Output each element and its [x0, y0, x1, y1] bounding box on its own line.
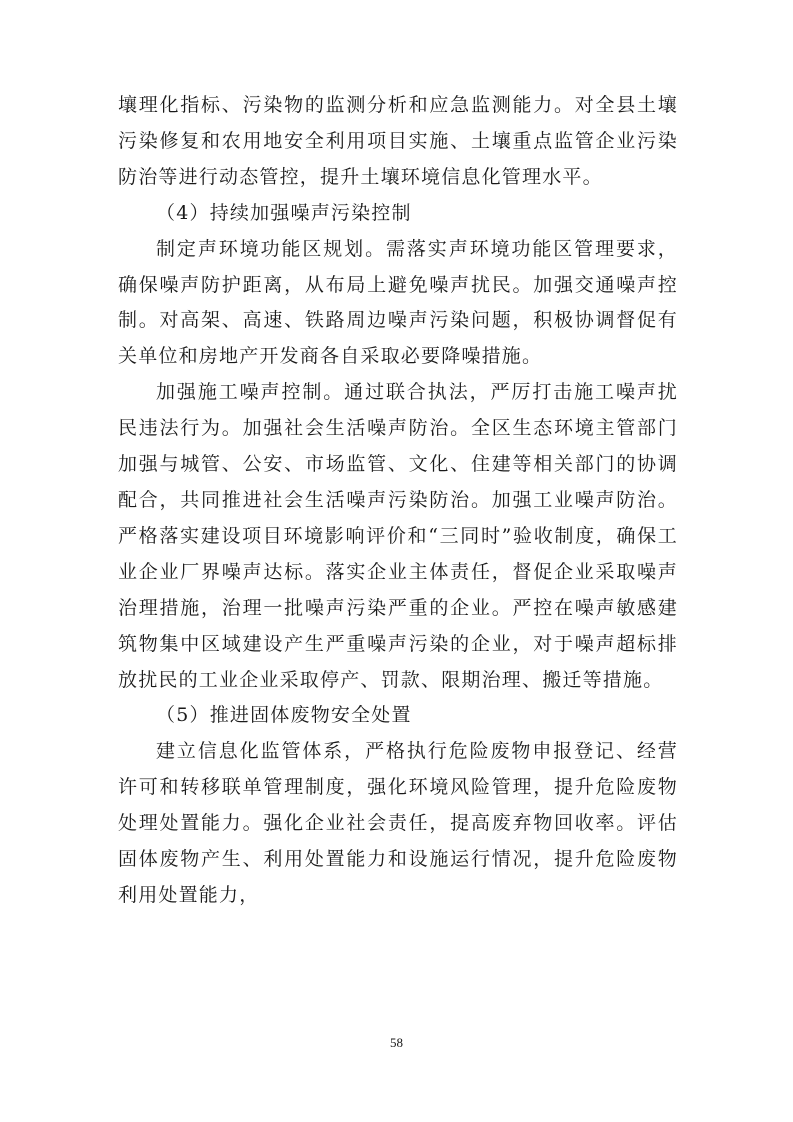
paragraph-soil-continued: 壤理化指标、污染物的监测分析和应急监测能力。对全县土壤污染修复和农用地安全利用项目实施、土壤重点监管企业污染防治等进行动态管控，提升土壤环境信息化管理水平。: [118, 94, 678, 188]
page-number: 58: [390, 1035, 403, 1050]
paragraph-noise-planning: 制定声环境功能区规划。需落实声环境功能区管理要求，确保噪声防护距离，从布局上避免噪声扰民。加强交通噪声控制。对高架、高速、铁路周边噪声污染问题，积极协调督促有关单位和房地产开发商各自采取必要降噪措施。: [118, 237, 678, 368]
section-heading-noise: （4）持续加强噪声污染控制: [156, 201, 412, 224]
paragraph-solid-waste: 建立信息化监管体系，严格执行危险废物申报登记、经营许可和转移联单管理制度，强化环境风险管理，提升危险废物处理处置能力。强化企业社会责任，提高废弃物回收率。评估固体废物产生、利用处置能力和设施运行情况，提升危险废物利用处置能力，: [118, 740, 678, 906]
body-text: [118, 88, 678, 914]
paragraph-noise-control: 加强施工噪声控制。通过联合执法，严厉打击施工噪声扰民违法行为。加强社会生活噪声防治。全区生态环境主管部门加强与城管、公安、市场监管、文化、住建等相关部门的协调配合，共同推进社会生活噪声污染防治。加强工业噪声防治。严格落实建设项目环境影响评价和“三同时”验收制度，确保工业企业厂界噪声达标。落实企业主体责任，督促企业采取噪声治理措施，治理一批噪声污染严重的企业。严控在噪声敏感建筑物集中区域建设产生严重噪声污染的企业，对于噪声超标排放扰民的工业企业采取停产、罚款、限期治理、搬迁等措施。: [118, 381, 678, 691]
section-heading-solid-waste: （5）推进固体废物安全处置: [156, 704, 412, 727]
